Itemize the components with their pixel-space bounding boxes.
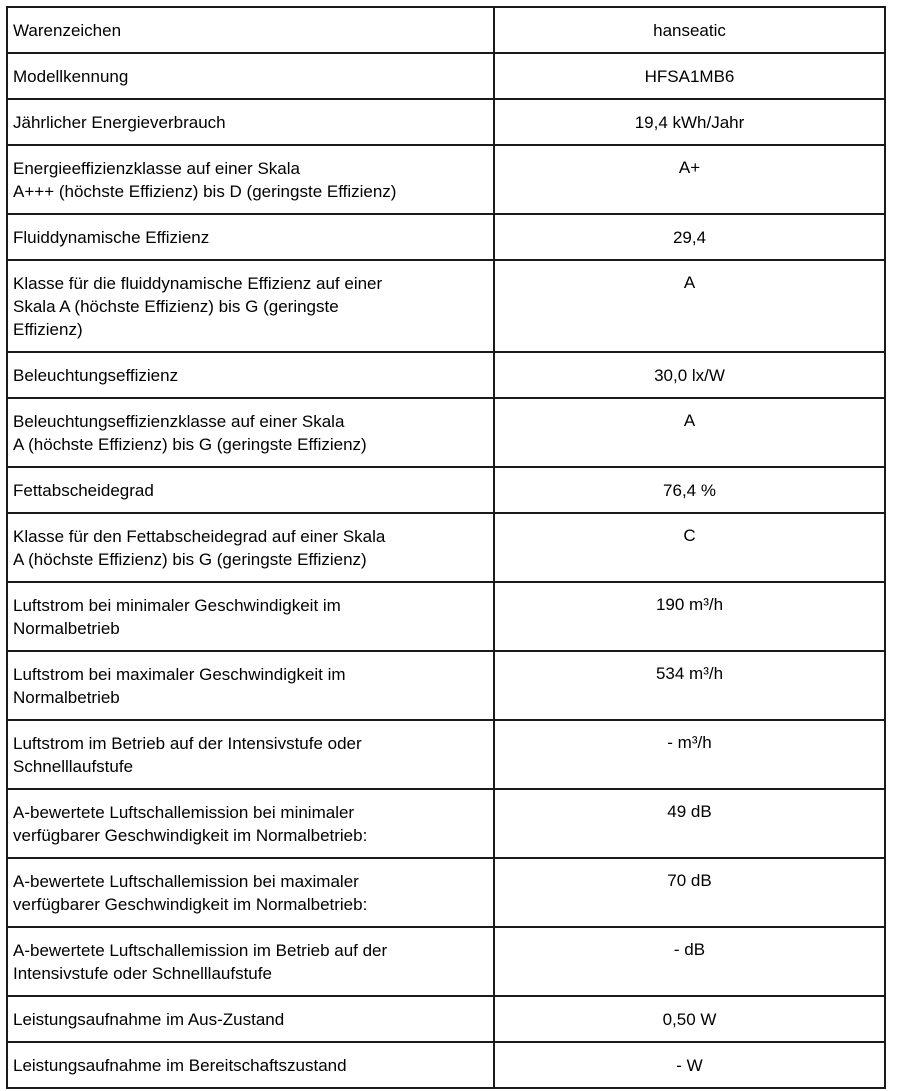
- table-row: [7, 99, 885, 145]
- row-label: Jährlicher Energieverbrauch: [7, 99, 494, 145]
- row-value: HFSA1MB6: [494, 53, 885, 99]
- row-value: 76,4 %: [494, 467, 885, 513]
- row-value: 49 dB: [494, 789, 885, 858]
- row-label: Beleuchtungseffizienz: [7, 352, 494, 398]
- row-value: 30,0 lx/W: [494, 352, 885, 398]
- row-label: Leistungsaufnahme im Aus-Zustand: [7, 996, 494, 1042]
- table-row: [7, 467, 885, 513]
- row-label: Luftstrom bei maximaler Geschwindigkeit im Normalbetrieb: [7, 651, 494, 720]
- row-value: - W: [494, 1042, 885, 1088]
- table-row: [7, 398, 885, 467]
- table-row: [7, 145, 885, 214]
- row-label: Klasse für die fluiddynamische Effizienz auf einer Skala A (höchste Effizienz) bis G (geringste Effizienz): [7, 260, 494, 352]
- row-value: 190 m³/h: [494, 582, 885, 651]
- row-value: 70 dB: [494, 858, 885, 927]
- table-row: [7, 582, 885, 651]
- table-row: [7, 214, 885, 260]
- table-row: [7, 720, 885, 789]
- table-row: [7, 352, 885, 398]
- row-label: Leistungsaufnahme im Bereitschaftszustand: [7, 1042, 494, 1088]
- row-value: - m³/h: [494, 720, 885, 789]
- row-label: Beleuchtungseffizienzklasse auf einer Skala A (höchste Effizienz) bis G (geringste Effizienz): [7, 398, 494, 467]
- table-row: [7, 7, 885, 53]
- row-value: A: [494, 260, 885, 352]
- row-value: A+: [494, 145, 885, 214]
- row-value: 0,50 W: [494, 996, 885, 1042]
- table-row: [7, 513, 885, 582]
- row-value: - dB: [494, 927, 885, 996]
- row-value: 534 m³/h: [494, 651, 885, 720]
- row-value: 29,4: [494, 214, 885, 260]
- table-row: [7, 858, 885, 927]
- table-row: [7, 1042, 885, 1088]
- row-label: Klasse für den Fettabscheidegrad auf einer Skala A (höchste Effizienz) bis G (geringste Effizienz): [7, 513, 494, 582]
- row-label: Luftstrom im Betrieb auf der Intensivstufe oder Schnelllaufstufe: [7, 720, 494, 789]
- table-row: [7, 996, 885, 1042]
- table-row: [7, 927, 885, 996]
- table-row: [7, 53, 885, 99]
- product-data-table: [6, 6, 886, 1089]
- row-label: Fluiddynamische Effizienz: [7, 214, 494, 260]
- row-value: C: [494, 513, 885, 582]
- table-row: [7, 260, 885, 352]
- row-label: Fettabscheidegrad: [7, 467, 494, 513]
- row-label: Energieeffizienzklasse auf einer Skala A+++ (höchste Effizienz) bis D (geringste Effizienz): [7, 145, 494, 214]
- row-label: Modellkennung: [7, 53, 494, 99]
- row-label: A-bewertete Luftschallemission im Betrieb auf der Intensivstufe oder Schnelllaufstufe: [7, 927, 494, 996]
- row-value: hanseatic: [494, 7, 885, 53]
- row-value: A: [494, 398, 885, 467]
- row-label: A-bewertete Luftschallemission bei maximaler verfügbarer Geschwindigkeit im Normalbetrieb:: [7, 858, 494, 927]
- row-label: A-bewertete Luftschallemission bei minimaler verfügbarer Geschwindigkeit im Normalbetrieb:: [7, 789, 494, 858]
- table-row: [7, 651, 885, 720]
- row-value: 19,4 kWh/Jahr: [494, 99, 885, 145]
- row-label: Luftstrom bei minimaler Geschwindigkeit im Normalbetrieb: [7, 582, 494, 651]
- table-row: [7, 789, 885, 858]
- row-label: Warenzeichen: [7, 7, 494, 53]
